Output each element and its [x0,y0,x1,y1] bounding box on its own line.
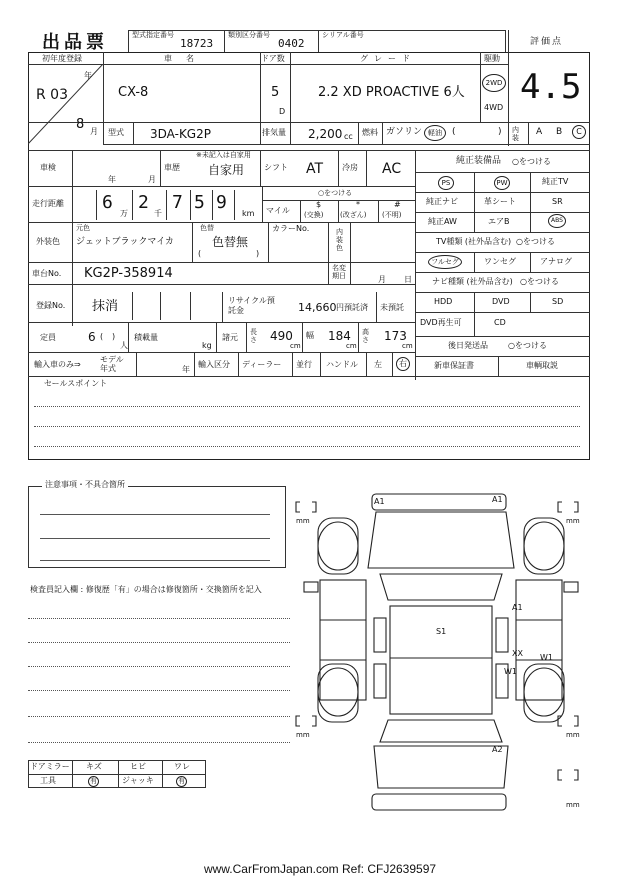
repaint-paren-close: ) [256,249,260,258]
serial-label: シリアル番号 [322,31,364,39]
displacement-unit: cc [344,132,353,141]
cooler-value: AC [382,161,402,177]
door-value: 5 [271,85,280,100]
abs-circled: ABS [548,214,566,228]
mileage-digit-2: 2 [138,192,149,213]
rear-left-arch [318,664,358,722]
height-value: 173 [384,329,407,343]
recycle-label: リサイクル預託金 [228,296,275,315]
mileage-tampered: (改ざん) [340,211,367,219]
length-value: 490 [270,329,293,343]
nav-option: 純正ナビ [426,197,458,206]
dvd-play-option: DVD再生可 [420,318,462,327]
model-value: 3DA-KG2P [150,127,211,141]
repaint-value: 色替無 [212,235,249,249]
mileage-digit-1: 6 [102,192,113,213]
rear-window [380,720,502,742]
load-label: 積載量 [134,333,158,342]
tv-option: 純正TV [542,177,569,186]
legend-crack: ヒビ [130,762,146,771]
manual-option: 車輌取説 [526,361,558,370]
left-mirror [304,582,318,592]
interior-b: B [556,127,563,137]
month-suffix: 月 [90,127,98,136]
shaken-year-suffix: 年 [108,175,116,184]
chassis-label: 車台No. [32,269,62,278]
model-year-label: モデル年式 [100,355,124,373]
legend-mirror-label: ドアミラー [30,762,70,771]
front-left-arch [318,518,358,574]
first-reg-month: 8 [76,117,85,132]
shift-value: AT [306,161,324,177]
import-only-label: 輸入車のみ⇒ [34,360,81,369]
grade-value: 2.2 XD PROACTIVE 6人 [318,85,465,100]
mileage-unit-man: 万 [120,209,128,218]
height-unit: cm [402,342,413,350]
handle-label: ハンドル [326,360,358,369]
interior-label: 内装 [512,126,519,142]
sd-option: SD [552,297,564,306]
year-suffix: 年 [84,71,92,80]
door-code: D [279,107,286,116]
handle-right-circled: 右 [396,357,410,371]
sales-point-label: セールスポイント [44,379,108,388]
windshield [380,574,502,600]
fuel-other-close: ) [498,127,502,137]
shift-label: シフト [264,163,288,172]
aw-option: 純正AW [428,217,457,226]
front-bumper [372,494,506,510]
type-cert-label: 型式指定番号 [132,31,174,39]
damage-w1-mid: W1 [504,667,517,676]
handle-left: 左 [374,360,382,369]
damage-w1-right: W1 [540,653,553,662]
drive-label: 駆動 [484,54,500,63]
legend-broken: ワレ [174,762,190,771]
mileage-digit-3: 7 [172,192,183,213]
registration-value: 抹消 [92,299,119,314]
legend-jack-label: ジャッキ [122,776,154,785]
length-label: 長さ [250,328,257,344]
name-change-day: 日 [404,275,412,284]
recycle-unit: 円預託済 [336,303,368,312]
front-left-wheel [318,522,358,570]
width-unit: cm [346,342,357,350]
later-title: 後日発送品 [448,341,488,350]
legend-tools-value: 有 [90,777,97,785]
legend-tools-label: 工具 [40,776,56,785]
legend-jack-value: 有 [178,777,185,785]
mileage-digit-5: 9 [216,192,227,213]
hdd-option: HDD [434,297,453,306]
inspector-label: 検査員記入欄 : 修復歴「有」の場合は修復箇所・交換箇所を記入 [30,585,262,594]
exterior-color-label: 外装色 [36,237,60,246]
mm-front-right: mm [566,517,580,525]
score-value: 4.5 [520,67,582,107]
navi-type-title: ナビ種類 (社外品含む) [432,277,513,286]
notes-box [28,486,286,568]
shaken-month-suffix: 月 [148,175,156,184]
width-label: 幅 [306,331,314,340]
orig-color-label: 元色 [76,224,90,232]
equipment-title: 純正装備品 [456,156,502,166]
page-title: 出品票 [42,32,108,53]
cd-option: CD [494,318,506,327]
fuel-gasoline: ガソリン [386,127,423,137]
repaint-paren-open: ( [198,249,202,258]
mileage-mile-label: マイル [266,206,290,215]
grade-label: グレード [360,54,416,63]
capacity-value: 6 [88,330,96,344]
length-unit: cm [290,342,301,350]
usage-note: ※未記入は自家用 [196,151,251,159]
mileage-star: * [356,200,360,209]
orig-color-value: ジェットブラックマイカ [76,237,174,247]
pw-circled: PW [494,176,510,190]
right-side-body [516,580,562,700]
sr-option: SR [552,197,563,206]
airbag-option: エアB [488,217,510,226]
mileage-hash: # [394,200,401,209]
drive-2wd-circled: 2WD [482,74,506,92]
damage-a1-front-right: A1 [492,495,503,504]
tv-type-title: TV種類 (社外品含む) [436,237,512,246]
score-label: 評価点 [530,37,564,47]
rear-bumper [372,794,506,810]
capacity-unit: 人 [120,341,128,350]
category-label: 類別区分番号 [228,31,270,39]
shaken-label: 車検 [40,163,56,172]
mileage-dollar: $ [316,200,322,209]
registration-label: 登録No. [36,301,66,310]
damage-xx: XX [512,649,523,658]
mileage-exchange: (交換) [304,211,324,219]
usage-label: 車歴 [164,163,180,172]
dealer-option: ディーラー [242,360,282,369]
ps-circled: PS [438,176,454,190]
chassis-value: KG2P-358914 [84,266,173,281]
repaint-label: 色替 [200,224,214,232]
equipment-title-note: ○をつける [512,157,551,166]
fuel-diesel-circled: 軽油 [424,125,446,141]
mileage-circle-note: ○をつける [318,189,353,197]
trunk [374,746,508,788]
later-note: ○をつける [508,341,547,350]
right-mirror [564,582,578,592]
mm-front-left: mm [296,517,310,525]
tv-type-note: ○をつける [516,237,555,246]
roof [390,606,492,714]
rear-right-wheel [524,668,564,716]
damage-a1-front-left: A1 [374,497,385,506]
rear-left-wheel [318,668,358,716]
height-label: 高さ [362,328,369,344]
oneseg-option: ワンセグ [484,257,516,266]
navi-type-note: ○をつける [520,277,559,286]
type-cert-value: 18723 [180,37,214,50]
model-year-suffix: 年 [182,365,190,374]
mm-spare: mm [566,801,580,809]
warranty-option: 新車保証書 [434,361,474,370]
first-reg-year: R 03 [36,87,68,103]
model-label: 型式 [108,128,124,137]
mileage-unit-sen: 千 [154,209,162,218]
door-label: ドア数 [261,54,285,63]
width-value: 184 [328,329,351,343]
mileage-digit-4: 5 [194,192,205,213]
analog-option: アナログ [540,257,572,266]
displacement-value: 2,200 [308,127,343,141]
left-side-body [320,580,366,700]
drive-4wd: 4WD [484,103,504,112]
interior-color-label: 内装色 [336,228,343,252]
recycle-value: 14,660 [298,301,337,314]
fuel-other-open: ( [452,127,456,137]
first-reg-label: 初年度登録 [42,54,82,63]
capacity-paren-close: ) [112,332,116,341]
capacity-label: 定員 [40,333,56,342]
load-unit: kg [202,341,212,350]
legend-scratch: キズ [86,762,102,771]
dvd-option: DVD [492,297,510,306]
import-type-label: 輸入区分 [198,360,230,369]
mileage-unknown: (不明) [382,211,402,219]
hood-outline [368,512,514,568]
mileage-unit-km: km [242,209,255,218]
front-right-wheel [524,522,564,570]
front-right-arch [524,518,564,574]
damage-a1-right-side: A1 [512,603,523,612]
car-name-label: 車名 [164,54,208,63]
rear-right-arch [524,664,564,722]
category-value: 0402 [278,37,305,50]
fullseg-circled: フルセグ [428,255,462,269]
color-code-label: カラーNo. [272,224,310,233]
car-name-value: CX-8 [118,85,149,100]
name-change-label: 名変期日 [332,264,346,280]
recycle-unpaid: 未預託 [380,303,404,312]
interior-c-circled: C [572,125,586,139]
mileage-label: 走行距離 [32,199,64,208]
fuel-label: 燃料 [362,128,378,137]
parallel-option: 並行 [296,360,312,369]
name-change-month: 月 [378,275,386,284]
notes-label: 注意事項・不具合箇所 [42,481,128,489]
footer-reference: www.CarFromJapan.com Ref: CFJ2639597 [203,862,437,876]
mm-rear-right: mm [566,731,580,739]
usage-value: 自家用 [208,163,245,177]
displacement-label: 排気量 [262,128,286,137]
main-sheet [28,52,590,460]
damage-a2-rear: A2 [492,745,503,754]
leather-option: 革シート [484,197,516,206]
damage-s1-roof: S1 [436,627,447,636]
mm-rear-left: mm [296,731,310,739]
cooler-label: 冷房 [342,163,358,172]
interior-a: A [536,127,543,137]
dims-label: 諸元 [222,333,238,342]
capacity-paren-open: ( [100,332,104,341]
